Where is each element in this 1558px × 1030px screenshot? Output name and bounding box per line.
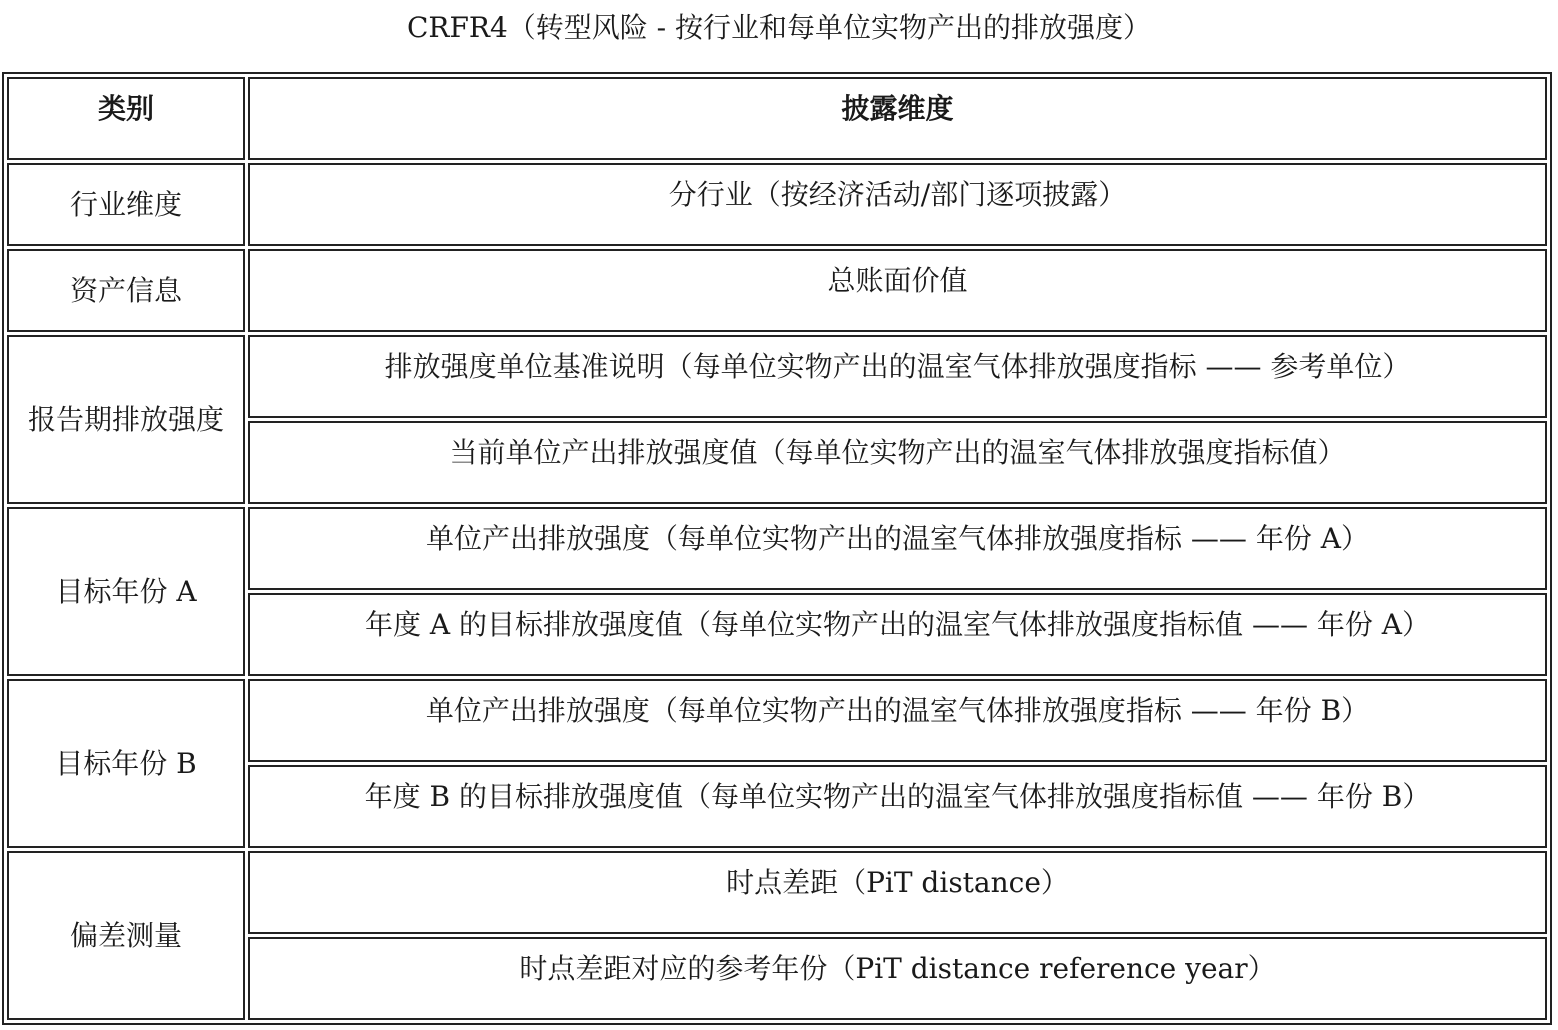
- row-item: 时点差距（PiT distance）: [248, 851, 1547, 934]
- row-category: 偏差测量: [7, 851, 245, 1020]
- table-row: [7, 249, 1547, 332]
- table-row: [7, 851, 1547, 934]
- row-category: 行业维度: [7, 163, 245, 246]
- table-header-row: [7, 77, 1547, 160]
- row-category: 目标年份 B: [7, 679, 245, 848]
- row-item: 单位产出排放强度（每单位实物产出的温室气体排放强度指标 —— 年份 B）: [248, 679, 1547, 762]
- table-row: [7, 679, 1547, 762]
- row-item: 单位产出排放强度（每单位实物产出的温室气体排放强度指标 —— 年份 A）: [248, 507, 1547, 590]
- row-item: 总账面价值: [248, 249, 1547, 332]
- disclosure-table: [4, 74, 1550, 1023]
- row-item: 分行业（按经济活动/部门逐项披露）: [248, 163, 1547, 246]
- row-item: 当前单位产出排放强度值（每单位实物产出的温室气体排放强度指标值）: [248, 421, 1547, 504]
- table-row: [7, 163, 1547, 246]
- header-category: 类别: [7, 77, 245, 160]
- page-title: CRFR4（转型风险 - 按行业和每单位实物产出的排放强度）: [406, 11, 1152, 44]
- row-category: 资产信息: [7, 249, 245, 332]
- disclosure-table-frame: [2, 72, 1552, 1025]
- row-item: 年度 B 的目标排放强度值（每单位实物产出的温室气体排放强度指标值 —— 年份 B）: [248, 765, 1547, 848]
- header-dimension: 披露维度: [248, 77, 1547, 160]
- row-category: 目标年份 A: [7, 507, 245, 676]
- row-item: 排放强度单位基准说明（每单位实物产出的温室气体排放强度指标 —— 参考单位）: [248, 335, 1547, 418]
- table-row: [7, 507, 1547, 590]
- row-category: 报告期排放强度: [7, 335, 245, 504]
- row-item: 年度 A 的目标排放强度值（每单位实物产出的温室气体排放强度指标值 —— 年份 A）: [248, 593, 1547, 676]
- table-row: [7, 335, 1547, 418]
- row-item: 时点差距对应的参考年份（PiT distance reference year）: [248, 937, 1547, 1020]
